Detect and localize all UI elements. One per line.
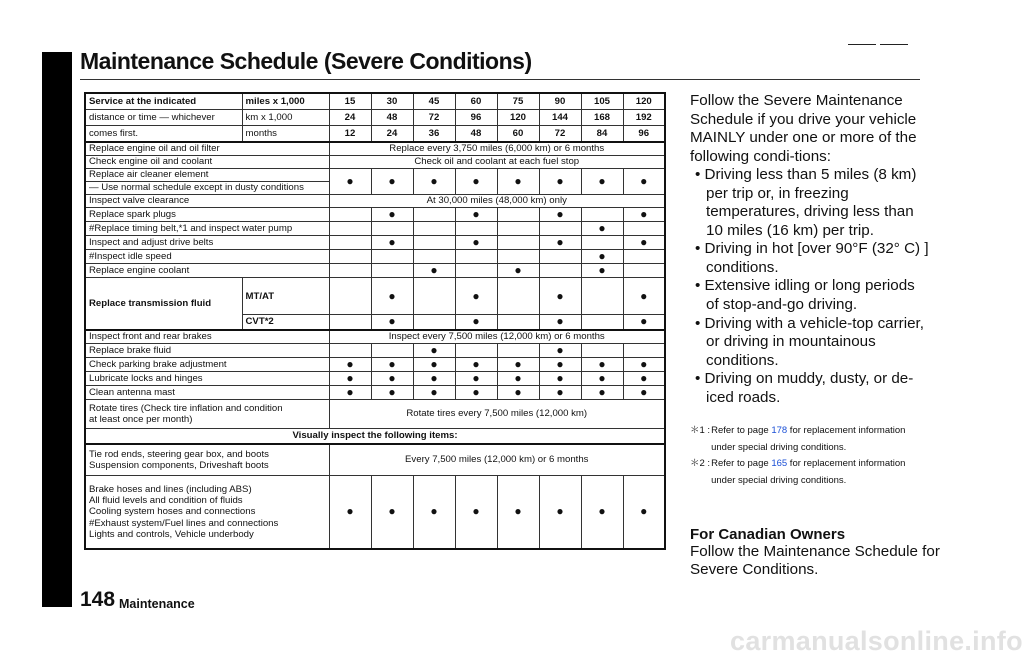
interval-cell [455,250,497,264]
interval-km: 96 [455,110,497,126]
interval-cell [455,236,497,250]
interval-cell [497,236,539,250]
service-dot-icon: ● [430,173,438,188]
interval-months: 84 [581,126,623,143]
table-row [85,357,665,371]
interval-cell [623,250,665,264]
interval-cell [371,169,413,195]
service-dot-icon: ● [388,173,396,188]
interval-note: Rotate tires every 7,500 miles (12,000 km) [329,400,665,429]
interval-cell [371,385,413,399]
service-dot-icon: ● [514,263,522,278]
section-title-vertical: MAINTENANCE SCHEDULE [90,193,108,571]
service-dot-icon: ● [388,504,396,519]
service-dot-icon: ● [430,384,438,399]
interval-cell [455,357,497,371]
interval-cell [371,343,413,357]
service-dot-icon: ● [556,235,564,250]
interval-cell [371,208,413,222]
interval-cell [371,314,413,330]
service-dot-icon: ● [598,504,606,519]
service-dot-icon: ● [640,288,648,303]
service-dot-icon: ● [388,314,396,329]
interval-months: 12 [329,126,371,143]
interval-miles: 45 [413,93,455,110]
interval-months: 24 [371,126,413,143]
interval-cell [539,250,581,264]
interval-cell [371,371,413,385]
interval-cell [455,208,497,222]
service-dot-icon: ● [472,370,480,385]
interval-miles: 15 [329,93,371,110]
interval-cell [455,314,497,330]
interval-cell [455,343,497,357]
service-item-line: Suspension components, Driveshaft boots [89,460,269,471]
interval-cell [497,169,539,195]
interval-cell [623,278,665,315]
interval-cell [623,343,665,357]
interval-note: Every 7,500 miles (12,000 km) or 6 months [329,444,665,476]
service-item [85,400,329,429]
page-number: 148 [80,588,116,611]
table-row [85,142,665,156]
service-dot-icon: ● [346,384,354,399]
interval-cell [413,236,455,250]
service-dot-icon: ● [388,288,396,303]
interval-miles: 30 [371,93,413,110]
service-dot-icon: ● [346,504,354,519]
interval-cell [623,222,665,236]
service-dot-icon: ● [640,504,648,519]
service-dot-icon: ● [472,288,480,303]
interval-cell [539,236,581,250]
interval-cell [329,250,371,264]
interval-cell [539,278,581,315]
table-row [85,343,665,357]
condition-item: • Extensive idling or long periods of stop-and-go driving. [695,277,915,314]
instructions-panel [690,92,930,407]
interval-cell [413,476,455,550]
conditions-list [690,166,930,407]
service-dot-icon: ● [598,221,606,236]
interval-cell [581,385,623,399]
table-row [85,330,665,344]
service-dot-icon: ● [556,342,564,357]
top-dash-right [880,44,908,45]
interval-cell [329,314,371,330]
interval-cell [623,476,665,550]
page-link-165[interactable]: 165 [771,458,788,470]
interval-cell [329,476,371,550]
interval-cell [497,343,539,357]
service-dot-icon: ● [388,370,396,385]
page-link-178[interactable]: 178 [771,425,788,436]
footnotes [690,423,930,490]
service-item-line: All fluid levels and condition of fluids [89,495,243,507]
service-item: Replace transmission fluid [85,278,242,330]
service-item-group [85,444,329,476]
interval-cell [623,236,665,250]
interval-cell [371,236,413,250]
service-dot-icon: ● [472,314,480,329]
interval-cell [581,476,623,550]
service-note: — Use normal schedule except in dusty conditions [85,182,329,195]
table-row [85,278,665,315]
interval-cell [539,264,581,278]
service-item-line: Brake hoses and lines (including ABS) [89,484,252,496]
service-item: Inspect valve clearance [85,195,329,208]
condition-item: • Driving less than 5 miles (8 km) per trip or, in freezing temperatures, driving less than 10 miles (16 km) per trip. [695,166,917,239]
interval-cell [497,385,539,399]
interval-note: Check oil and coolant at each fuel stop [329,156,665,169]
interval-km: 24 [329,110,371,126]
interval-cell [329,236,371,250]
condition-item: • Driving with a vehicle-top carrier, or driving in mountainous conditions. [695,314,924,369]
canadian-owners-heading: For Canadian Owners [690,526,846,543]
service-dot-icon: ● [388,235,396,250]
service-dot-icon: ● [640,173,648,188]
footnote-1 [690,423,930,456]
service-dot-icon: ● [556,370,564,385]
condition-item: • Driving in hot [over 90°F (32° C) ] conditions. [695,240,929,276]
interval-km: 72 [413,110,455,126]
table-row [85,476,665,550]
interval-cell [413,222,455,236]
interval-cell [497,250,539,264]
service-dot-icon: ● [430,370,438,385]
interval-cell [329,385,371,399]
interval-cell [539,343,581,357]
visual-inspection-heading: Visually inspect the following items: [85,429,665,445]
service-dot-icon: ● [430,342,438,357]
interval-cell [581,208,623,222]
footnote-key: ＊1 : [690,425,711,436]
interval-cell [623,314,665,330]
interval-miles: 120 [623,93,665,110]
interval-miles: 75 [497,93,539,110]
interval-cell [497,278,539,315]
interval-cell [329,208,371,222]
interval-cell [455,278,497,315]
service-item-line: #Exhaust system/Fuel lines and connections [89,517,279,529]
service-item: Replace engine coolant [85,264,329,278]
interval-cell [581,314,623,330]
service-dot-icon: ● [514,504,522,519]
interval-miles: 105 [581,93,623,110]
page-section-label: Maintenance [119,597,195,611]
interval-cell [413,314,455,330]
interval-cell [455,222,497,236]
service-subitem: MT/AT [242,278,329,315]
intro-text: Follow the Severe Maintenance Schedule if you drive your vehicle MAINLY under one or more of the following condi-tions: [690,92,917,165]
service-dot-icon: ● [430,504,438,519]
service-dot-icon: ● [346,173,354,188]
interval-km: 144 [539,110,581,126]
service-dot-icon: ● [556,173,564,188]
table-row [85,429,665,445]
footnote-text: for replacement information under special driving conditions. [711,425,906,453]
service-dot-icon: ● [598,356,606,371]
service-dot-icon: ● [556,384,564,399]
service-dot-icon: ● [514,356,522,371]
service-dot-icon: ● [640,370,648,385]
interval-months: 96 [623,126,665,143]
interval-cell [413,371,455,385]
service-item-line: at least once per month) [89,414,193,425]
service-item-line: Cooling system hoses and connections [89,506,256,518]
interval-cell [413,357,455,371]
interval-cell [329,278,371,315]
service-dot-icon: ● [346,370,354,385]
interval-km: 168 [581,110,623,126]
table-row [85,110,665,126]
interval-cell [581,222,623,236]
interval-cell [581,264,623,278]
interval-cell [539,371,581,385]
interval-cell [581,343,623,357]
interval-cell [413,278,455,315]
footnote-text: Refer to page [711,458,772,470]
service-item: Check engine oil and coolant [85,156,329,169]
service-item: Check parking brake adjustment [85,357,329,371]
interval-cell [581,371,623,385]
interval-cell [371,476,413,550]
interval-cell [623,371,665,385]
interval-cell [539,222,581,236]
table-row [85,444,665,476]
service-dot-icon: ● [556,504,564,519]
footnote-text: for replacement information under special driving conditions. [711,458,906,486]
interval-cell [329,169,371,195]
service-dot-icon: ● [388,356,396,371]
service-dot-icon: ● [598,370,606,385]
interval-cell [371,222,413,236]
interval-cell [539,476,581,550]
interval-months: 72 [539,126,581,143]
interval-cell [455,476,497,550]
service-item: Clean antenna mast [85,385,329,399]
header-unit: km x 1,000 [242,110,329,126]
interval-cell [581,236,623,250]
service-dot-icon: ● [472,504,480,519]
interval-miles: 60 [455,93,497,110]
service-dot-icon: ● [388,384,396,399]
header-label: Service at the indicated [85,93,242,110]
watermark: carmanualsonline.info [730,626,1023,656]
service-item: Inspect front and rear brakes [85,330,329,344]
interval-cell [581,278,623,315]
title-rule [80,79,920,80]
table-row [85,93,665,110]
table-row [85,195,665,208]
table-row [85,208,665,222]
interval-cell [623,357,665,371]
footnote-key: ＊2 : [690,458,711,470]
service-dot-icon: ● [514,370,522,385]
header-unit: miles x 1,000 [242,93,329,110]
service-dot-icon: ● [430,356,438,371]
service-dot-icon: ● [472,384,480,399]
interval-cell [455,169,497,195]
service-item-line: Tie rod ends, steering gear box, and boots [89,448,269,460]
interval-cell [371,250,413,264]
service-item: Replace engine oil and oil filter [85,142,329,156]
interval-cell [371,357,413,371]
interval-note: Inspect every 7,500 miles (12,000 km) or 6 months [329,330,665,344]
interval-cell [581,250,623,264]
service-dot-icon: ● [556,207,564,221]
interval-cell [539,314,581,330]
table-row [85,222,665,236]
interval-cell [539,357,581,371]
interval-cell [329,343,371,357]
interval-months: 48 [455,126,497,143]
table-row [85,400,665,429]
service-dot-icon: ● [640,207,648,221]
interval-cell [623,264,665,278]
interval-km: 192 [623,110,665,126]
service-dot-icon: ● [598,173,606,188]
interval-cell [581,169,623,195]
interval-cell [413,343,455,357]
interval-cell [539,208,581,222]
service-item-line: Lights and controls, Vehicle underbody [89,528,254,540]
service-dot-icon: ● [472,356,480,371]
service-item: Replace spark plugs [85,208,329,222]
table-row [85,156,665,169]
service-dot-icon: ● [640,356,648,371]
footnote-text: Refer to page [711,425,772,436]
service-item: #Inspect idle speed [85,250,329,264]
table-row [85,385,665,399]
service-item: #Replace timing belt,*1 and inspect water pump [85,222,329,236]
service-item: Replace air cleaner element [85,169,329,182]
interval-cell [371,264,413,278]
interval-cell [497,371,539,385]
service-item: Lubricate locks and hinges [85,371,329,385]
table-row [85,169,665,182]
service-dot-icon: ● [430,263,438,278]
interval-months: 36 [413,126,455,143]
interval-km: 120 [497,110,539,126]
interval-miles: 90 [539,93,581,110]
canadian-owners-text: Follow the Maintenance Schedule for Severe Conditions. [690,543,940,579]
interval-cell [497,314,539,330]
interval-cell [539,385,581,399]
service-dot-icon: ● [514,384,522,399]
service-dot-icon: ● [598,249,606,264]
interval-cell [623,385,665,399]
interval-cell [497,208,539,222]
service-dot-icon: ● [388,207,396,221]
interval-km: 48 [371,110,413,126]
interval-cell [329,222,371,236]
interval-cell [455,371,497,385]
interval-note: At 30,000 miles (48,000 km) only [329,195,665,208]
service-item: Replace brake fluid [85,343,329,357]
page-title: Maintenance Schedule (Severe Conditions) [80,48,532,74]
service-dot-icon: ● [472,207,480,221]
interval-cell [329,264,371,278]
service-subitem: CVT*2 [242,314,329,330]
interval-cell [413,250,455,264]
header-unit: months [242,126,329,143]
service-dot-icon: ● [472,235,480,250]
service-dot-icon: ● [556,356,564,371]
header-label: distance or time — whichever [85,110,242,126]
maintenance-schedule-table [84,92,666,550]
interval-months: 60 [497,126,539,143]
table-row [85,371,665,385]
footnote-2 [690,456,930,489]
table-row [85,264,665,278]
service-dot-icon: ● [640,384,648,399]
interval-cell [413,385,455,399]
interval-cell [413,208,455,222]
table-row [85,250,665,264]
header-label: comes first. [85,126,242,143]
condition-item: • Driving on muddy, dusty, or de-iced roads. [695,370,914,406]
interval-cell [623,208,665,222]
service-dot-icon: ● [556,288,564,303]
interval-cell [413,169,455,195]
service-dot-icon: ● [640,235,648,250]
interval-cell [455,264,497,278]
interval-cell [497,222,539,236]
interval-cell [329,357,371,371]
service-dot-icon: ● [598,384,606,399]
interval-cell [497,476,539,550]
service-dot-icon: ● [640,314,648,329]
service-item-line: Rotate tires (Check tire inflation and condition [89,402,283,414]
service-dot-icon: ● [598,263,606,278]
interval-cell [371,278,413,315]
interval-cell [497,357,539,371]
service-dot-icon: ● [346,356,354,371]
service-dot-icon: ● [556,314,564,329]
service-dot-icon: ● [514,173,522,188]
interval-cell [581,357,623,371]
service-item-group [85,476,329,550]
interval-cell [455,385,497,399]
interval-cell [623,169,665,195]
top-dash-left [848,44,876,45]
interval-cell [413,264,455,278]
interval-cell [539,169,581,195]
interval-cell [329,371,371,385]
service-item: Inspect and adjust drive belts [85,236,329,250]
service-dot-icon: ● [472,173,480,188]
table-row [85,126,665,143]
table-row [85,236,665,250]
interval-note: Replace every 3,750 miles (6,000 km) or 6 months [329,142,665,156]
interval-cell [497,264,539,278]
